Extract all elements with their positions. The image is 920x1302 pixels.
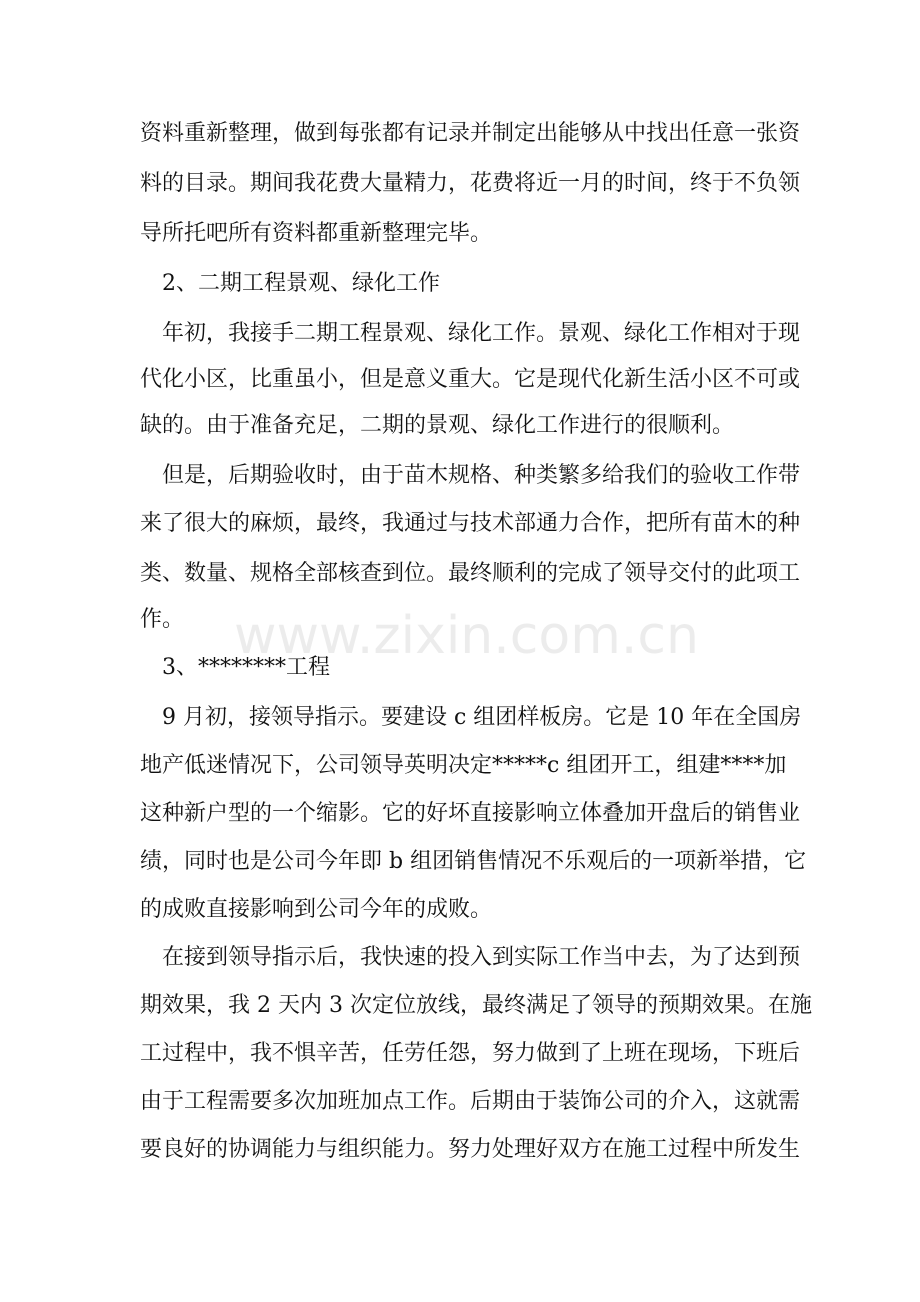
paragraph-line: 资料重新整理，做到每张都有记录并制定出能够从中找出任意一张资 [140,121,801,146]
paragraph-line: 绩，同时也是公司今年即 b 组团销售情况不乐观后的一项新举措，它 [140,849,807,874]
paragraph-line: 9 月初，接领导指示。要建设 c 组团样板房。它是 10 年在全国房 [162,705,802,730]
paragraph-line: 但是，后期验收时，由于苗木规格、种类繁多给我们的验收工作带 [162,463,801,488]
paragraph-line: 年初，我接手二期工程景观、绿化工作。景观、绿化工作相对于现 [162,321,801,346]
paragraph-line: 导所托吧所有资料都重新整理完毕。 [140,221,493,246]
paragraph-line: 这种新户型的一个缩影。它的好坏直接影响立体叠加开盘后的销售业 [140,801,801,826]
section-heading: 3、********工程 [162,655,330,680]
paragraph-line: 的成败直接影响到公司今年的成败。 [140,897,493,922]
watermark: www.zixin.com.cn [234,606,699,666]
paragraph-line: 代化小区，比重虽小，但是意义重大。它是现代化新生活小区不可或 [140,367,801,392]
paragraph-line: 由于工程需要多次加班加点工作。后期由于装饰公司的介入，这就需 [140,1089,801,1114]
paragraph-line: 要良好的协调能力与组织能力。努力处理好双方在施工过程中所发生 [140,1137,801,1162]
paragraph-line: 在接到领导指示后，我快速的投入到实际工作当中去，为了达到预 [162,945,801,970]
paragraph-line: 类、数量、规格全部核查到位。最终顺利的完成了领导交付的此项工 [140,561,801,586]
paragraph-line: 料的目录。期间我花费大量精力，花费将近一月的时间，终于不负领 [140,171,801,196]
paragraph-line: 缺的。由于准备充足，二期的景观、绿化工作进行的很顺利。 [140,413,735,438]
paragraph-line: 来了很大的麻烦，最终，我通过与技术部通力合作，把所有苗木的种 [140,511,801,536]
paragraph-line: 工过程中，我不惧辛苦，任劳任怨，努力做到了上班在现场，下班后 [140,1041,801,1066]
section-heading: 2、二期工程景观、绿化工作 [162,271,440,296]
paragraph-line: 地产低迷情况下，公司领导英明决定*****c 组团开工，组建****加 [140,753,787,778]
paragraph-line: 作。 [140,607,185,632]
paragraph-line: 期效果，我 2 天内 3 次定位放线，最终满足了领导的预期效果。在施 [140,993,812,1018]
